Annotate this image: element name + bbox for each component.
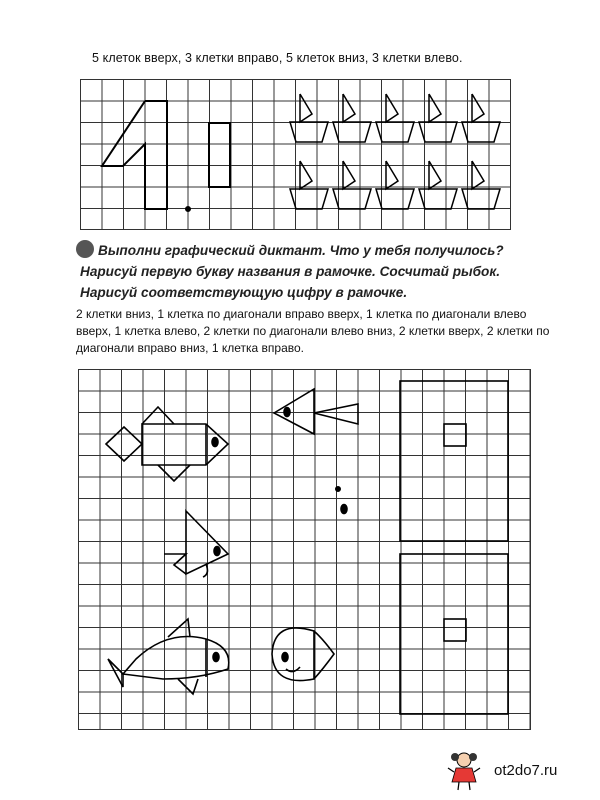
fish-drawing-3: [108, 619, 229, 694]
boat-icon: [333, 161, 371, 209]
fish-eye-dot: [341, 505, 347, 514]
fish-drawing-2: [164, 511, 228, 577]
rectangle-drawing: [209, 123, 230, 187]
digit-one-drawing: [102, 101, 167, 209]
boat-icon: [376, 161, 414, 209]
answer-frame-number: [400, 554, 508, 714]
answer-frame-number-inner: [444, 619, 466, 641]
boat-icon: [462, 94, 500, 142]
boat-icon: [290, 161, 328, 209]
girl-logo-icon: [444, 748, 484, 792]
boats-row-1: [290, 94, 500, 142]
fish-drawing-4: [274, 389, 358, 434]
boat-icon: [462, 161, 500, 209]
task2-instruction: Выполни графический диктант. Что у тебя получилось? Нарисуй первую букву названия в рамочке. Сосчитай рыбок. Нарисуй соответствующую цифру в рамочке.: [80, 243, 504, 300]
start-dot: [186, 207, 190, 211]
grid-task1-drawings: [80, 79, 510, 229]
answer-frame-letter-inner: [444, 424, 466, 446]
boat-icon: [376, 94, 414, 142]
grid-task2: [78, 369, 531, 730]
fish-drawing-5: [272, 628, 334, 681]
boats-row-2: [290, 161, 500, 209]
grid-task2-drawings: [78, 369, 530, 729]
fish-drawing-1: [106, 407, 228, 481]
boat-icon: [419, 161, 457, 209]
site-name: ot2do7.ru: [494, 762, 558, 779]
grid-task1: [80, 79, 511, 230]
boat-icon: [333, 94, 371, 142]
answer-frame-letter: [400, 381, 508, 541]
boat-icon: [419, 94, 457, 142]
boat-icon: [290, 94, 328, 142]
task1-instruction: 5 клеток вверх, 3 клетки вправо, 5 клеток вниз, 3 клетки влево.: [92, 51, 463, 65]
start-dot: [336, 487, 340, 491]
task2-dictation: 2 клетки вниз, 1 клетка по диагонали вправо вверх, 1 клетка по диагонали влево вверх, 1 клетка влево, 2 клетки по диагонали влево вниз, 2 клетки вверх, 2 клетки по диагонали вправо вниз, 1 клетка вправо.: [76, 307, 550, 355]
